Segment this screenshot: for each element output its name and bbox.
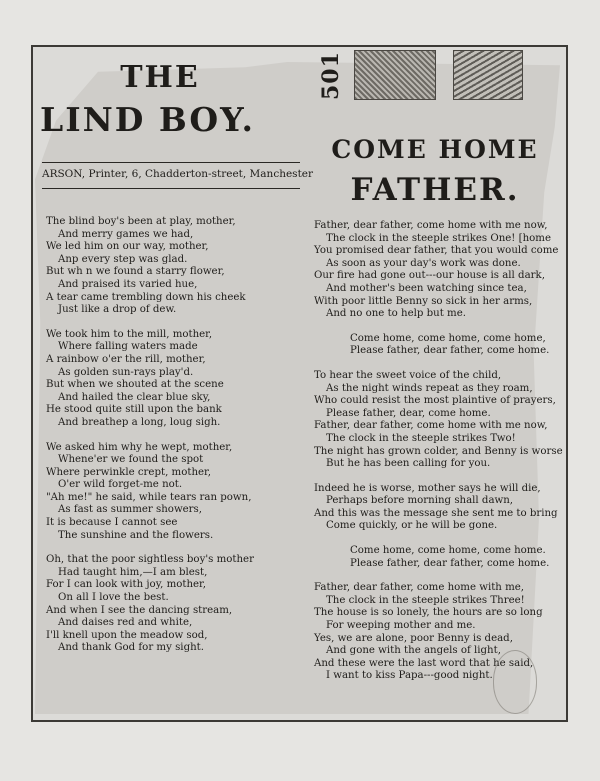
verse-line: Who could resist the most plaintive of prayers,	[314, 395, 556, 407]
verse-line: And hailed the clear blue sky,	[58, 391, 211, 403]
verse-line: Indeed he is worse, mother says he will die,	[314, 482, 541, 494]
verse-line: The house is so lonely, the hours are so long	[314, 607, 543, 619]
printer-imprint: ARSON, Printer, 6, Chadderton-street, Manchester	[42, 168, 314, 180]
verse-line: On all I love the best.	[58, 592, 169, 604]
verse-line: We took him to the mill, mother,	[46, 328, 213, 340]
verse-line: Father, dear father, come home with me,	[314, 582, 525, 594]
verse-line: And mother's been watching since tea,	[326, 282, 527, 294]
verse-line: You promised dear father, that you would come	[314, 245, 559, 257]
verse-line: Come home, come home, come home.	[350, 545, 546, 557]
verse-line: Where perwinkle crept, mother,	[46, 466, 212, 478]
verse-line: The clock in the steeple strikes Two!	[326, 432, 516, 444]
verse-line: Please father, dear, come home.	[326, 407, 491, 419]
verse-line: I want to kiss Papa---good night.	[326, 670, 493, 682]
come-home-father-poem	[314, 220, 563, 683]
verse-line: And this was the message she sent me to bring	[314, 507, 558, 519]
stanza-break	[46, 430, 301, 442]
verse-line: Please father, dear father, come home.	[350, 345, 550, 357]
verse-line: It is because I cannot see	[46, 517, 178, 529]
verse-line: For weeping mother and me.	[326, 620, 476, 632]
verse-line: And gone with the angels of light,	[326, 645, 501, 657]
verse-line: Yes, we are alone, poor Benny is dead,	[314, 632, 513, 644]
verse-line: Perhaps before morning shall dawn,	[326, 495, 514, 507]
stanza-break	[46, 317, 301, 329]
blind-boy-poem	[46, 216, 301, 655]
verse-line: I'll knell upon the meadow sod,	[46, 629, 208, 641]
stanza-break	[314, 321, 559, 333]
verse-line: The sunshine and the flowers.	[58, 529, 214, 541]
verse-line: But he has been calling for you.	[326, 458, 491, 470]
verse-line: And merry games we had,	[58, 228, 194, 240]
verse-line: Oh, that the poor sightless boy's mother	[46, 554, 254, 566]
verse-line: Whene'er we found the spot	[58, 454, 204, 466]
verse-line: The clock in the steeple strikes Three!	[326, 594, 525, 606]
verse-line: Where falling waters made	[58, 341, 198, 353]
verse-line: Father, dear father, come home with me now,	[314, 220, 548, 231]
verse-line: A tear came trembling down his cheek	[46, 291, 246, 303]
left-title-line1: THE	[120, 60, 200, 95]
woodcut-ornament-1	[354, 50, 436, 100]
left-title-line2: LIND BOY.	[40, 100, 255, 139]
verse-line: We led him on our way, mother,	[46, 241, 209, 253]
stanza-break	[314, 471, 559, 483]
verse-line: To hear the sweet voice of the child,	[314, 369, 502, 381]
verse-line: And thank God for my sight.	[58, 642, 204, 654]
verse-line: As soon as your day's work was done.	[326, 257, 521, 269]
library-stamp-seal	[493, 650, 537, 714]
verse-line: Please father, dear father, come home.	[350, 557, 550, 569]
verse-line: The clock in the steeple strikes One! [home	[326, 232, 551, 244]
verse-line: The night has grown colder, and Benny is worse	[314, 445, 563, 457]
verse-line: And these were the last word that he said,	[314, 657, 534, 669]
verse-line: O'er wild forget-me not.	[58, 479, 183, 491]
stanza-break	[46, 542, 301, 554]
right-title-line1: COME HOME	[331, 135, 539, 164]
verse-line: A rainbow o'er the rill, mother,	[46, 353, 206, 365]
verse-line: And no one to help but me.	[326, 308, 466, 320]
verse-line: Had taught him,—I am blest,	[58, 566, 208, 578]
verse-line: The blind boy's been at play, mother,	[46, 216, 236, 227]
verse-line: As the night winds repeat as they roam,	[326, 382, 533, 394]
verse-line: Anp every step was glad.	[58, 253, 188, 265]
verse-line: But wh n we found a starry flower,	[46, 266, 225, 278]
woodcut-ornament-2	[453, 50, 523, 100]
verse-line: As golden sun-rays play'd.	[58, 366, 194, 378]
verse-line: Come quickly, or he will be gone.	[326, 520, 498, 532]
verse-line: And when I see the dancing stream,	[46, 604, 233, 616]
verse-line: Come home, come home, come home,	[350, 332, 546, 344]
verse-line: But when we shouted at the scene	[46, 379, 224, 391]
verse-line: As fast as summer showers,	[58, 504, 203, 516]
verse-line: Just like a drop of dew.	[58, 304, 177, 316]
sheet-number: 501	[318, 51, 344, 100]
right-title-line2: FATHER.	[350, 172, 520, 208]
verse-line: And breathep a long, loug sigh.	[58, 416, 221, 428]
verse-line: And daises red and white,	[58, 617, 193, 629]
title-rule-bottom	[42, 188, 300, 189]
stanza-break	[314, 570, 559, 582]
stanza-break	[314, 358, 559, 370]
verse-line: Our fire had gone out---our house is all dark,	[314, 270, 545, 282]
verse-line: We asked him why he wept, mother,	[46, 441, 233, 453]
verse-line: He stood quite still upon the bank	[46, 404, 222, 416]
verse-line: For I can look with joy, mother,	[46, 579, 207, 591]
verse-line: Father, dear father, come home with me now,	[314, 420, 548, 432]
verse-line: "Ah me!" he said, while tears ran pown,	[46, 491, 252, 503]
verse-line: And praised its varied hue,	[58, 278, 198, 290]
title-rule-top	[42, 162, 300, 163]
verse-line: With poor little Benny so sick in her arms,	[314, 295, 533, 307]
stanza-break	[314, 533, 559, 545]
